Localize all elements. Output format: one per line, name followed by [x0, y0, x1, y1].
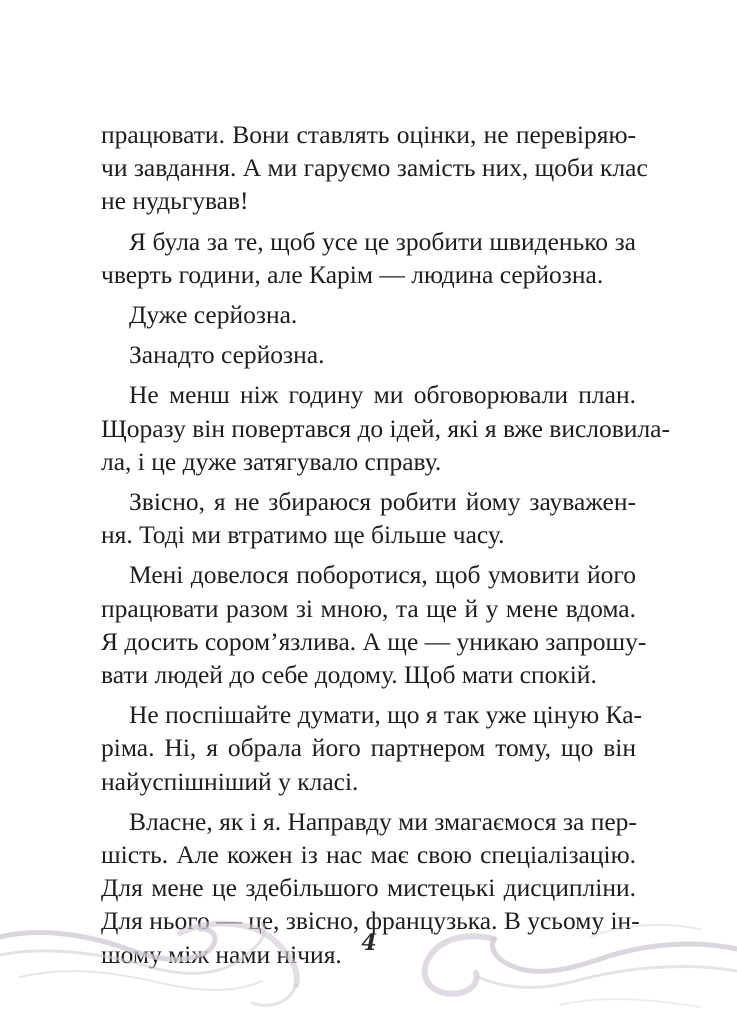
text-line: Мені довелося поборотися, щоб умовити його	[129, 560, 636, 590]
text-line: ла, і це дуже затягувало справу.	[101, 446, 442, 476]
text-line: Дуже серйозна.	[129, 300, 298, 330]
text-line: шість. Але кожен із нас має свою спеціалізацію.	[101, 840, 636, 870]
text-line: не нудьгував!	[101, 186, 249, 216]
text-line: найуспішніший у класі.	[101, 766, 359, 796]
text-line: працювати разом зі мною, та ще й у мене вдома.	[101, 593, 636, 623]
text-line: працювати. Вони ставлять оцінки, не перевіряю-	[101, 120, 636, 149]
text-line: Власне, як і я. Направду ми змагаємося за пер-	[129, 806, 637, 836]
paragraph	[101, 225, 636, 291]
text-line: Для мене це здебільшого мистецькі дисципліни.	[101, 873, 636, 903]
paragraph	[101, 558, 647, 691]
text-line: шому між нами нічия.	[101, 939, 342, 969]
text-line: ня. Тоді ми втратимо ще більше часу.	[101, 520, 505, 550]
text-line: Я була за те, щоб усе це зробити швиденько за	[129, 226, 636, 256]
paragraph	[101, 298, 636, 331]
page-body	[101, 118, 670, 978]
paragraph	[101, 485, 636, 551]
text-line: Щоразу він повертався до ідей, які я вже висловила-	[101, 413, 670, 443]
page-number: 4	[361, 930, 377, 956]
text-line: Не менш ніж годину ми обговорювали план.	[129, 380, 636, 410]
paragraph	[101, 378, 670, 478]
paragraph	[101, 118, 648, 218]
text-line: вати людей до себе додому. Щоб мати спокій.	[101, 660, 597, 690]
text-line: Для нього — це, звісно, французька. В усьому ін-	[101, 906, 640, 936]
text-line: чи завдання. А ми гаруємо замість них, щоби клас	[101, 153, 648, 183]
text-line: Звісно, я не збираюся робити йому зауважен-	[129, 487, 636, 517]
text-line: ріма. Ні, я обрала його партнером тому, що він	[101, 733, 636, 763]
text-line: Я досить сором’язлива. А ще — уникаю запрошу-	[101, 626, 647, 656]
text-line: чверть години, але Карім — людина серйозна.	[101, 259, 604, 289]
text-line: Занадто серйозна.	[129, 340, 325, 370]
paragraph	[101, 698, 643, 798]
paragraph	[101, 338, 636, 371]
text-line: Не поспішайте думати, що я так уже ціную Ка-	[129, 700, 643, 730]
